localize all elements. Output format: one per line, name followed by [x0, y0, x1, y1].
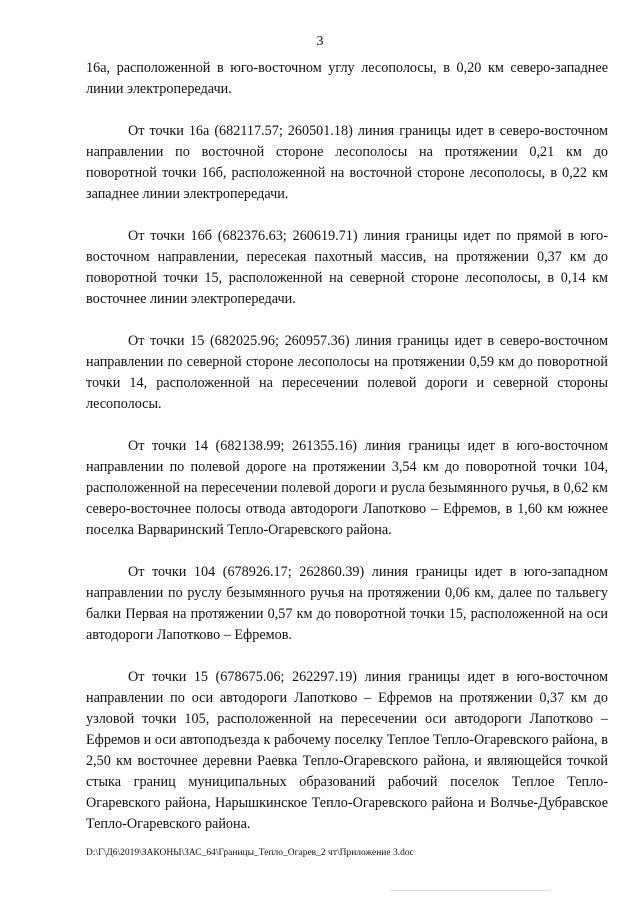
paragraph-point-15-second: От точки 15 (678675.06; 262297.19) линия границы идет в юго-восточном направлении по оси автодороги Лапотково – Ефремов на протяжении 0,37 км до узловой точки 105, расположенной на пересечении оси автодороги Лапотково – Ефремов и оси автоподъезда к рабочему поселку Теплое Тепло-Огаревского района, в 2,50 км восточнее деревни Раевка Тепло-Огаревского района, и являющейся точкой стыка границ муниципальных образований рабочий поселок Теплое Тепло-Огаревского района, Нарышкинское Тепло-Огаревского района и Волчье-Дубравское Тепло-Огаревского района. [86, 669, 608, 832]
paragraph-continuation: 16а, расположенной в юго-восточном углу лесополосы, в 0,20 км северо-западнее линии электропередачи. [86, 60, 608, 97]
paragraph-point-16b: От точки 16б (682376.63; 260619.71) линия границы идет по прямой в юго-восточном направлении, пересекая пахотный массив, на протяжении 0,37 км до поворотной точки 15, расположенной на северной стороне лесополосы, в 0,14 км восточнее линии электропередачи. [86, 228, 608, 307]
scan-artifact-line [390, 890, 550, 891]
paragraph-point-16a: От точки 16а (682117.57; 260501.18) линия границы идет в северо-восточном направлении по восточной стороне лесополосы на протяжении 0,21 км до поворотной точки 16б, расположенной на восточной стороне лесополосы, в 0,22 км западнее линии электропередачи. [86, 123, 608, 202]
paragraph-point-14: От точки 14 (682138.99; 261355.16) линия границы идет в юго-восточном направлении по полевой дороге на протяжении 3,54 км до поворотной точки 104, расположенной на пересечении полевой дороги и русла безымянного ручья, в 0,62 км северо-восточнее полосы отвода автодороги Лапотково – Ефремов, в 1,60 км южнее поселка Варваринский Тепло-Огаревского района. [86, 438, 608, 538]
paragraph-point-104: От точки 104 (678926.17; 262860.39) линия границы идет в юго-западном направлении по руслу безымянного ручья на протяжении 0,06 км, далее по тальвегу балки Первая на протяжении 0,57 км до поворотной точки 15, расположенной на оси автодороги Лапотково – Ефремов. [86, 564, 608, 643]
document-body [86, 58, 608, 835]
paragraph-point-15: От точки 15 (682025.96; 260957.36) линия границы идет в северо-восточном направлении по северной стороне лесополосы на протяжении 0,59 км до поворотной точки 14, расположенной на пересечении полевой дороги и северной стороны лесополосы. [86, 333, 608, 412]
footer-file-path: D:\Г\Д6\2019\ЗАКОНЫ\ЗАС_64\Границы_Тепло_Огарев_2 чт\Приложение 3.doc [86, 848, 414, 858]
page-number: 3 [316, 34, 324, 49]
